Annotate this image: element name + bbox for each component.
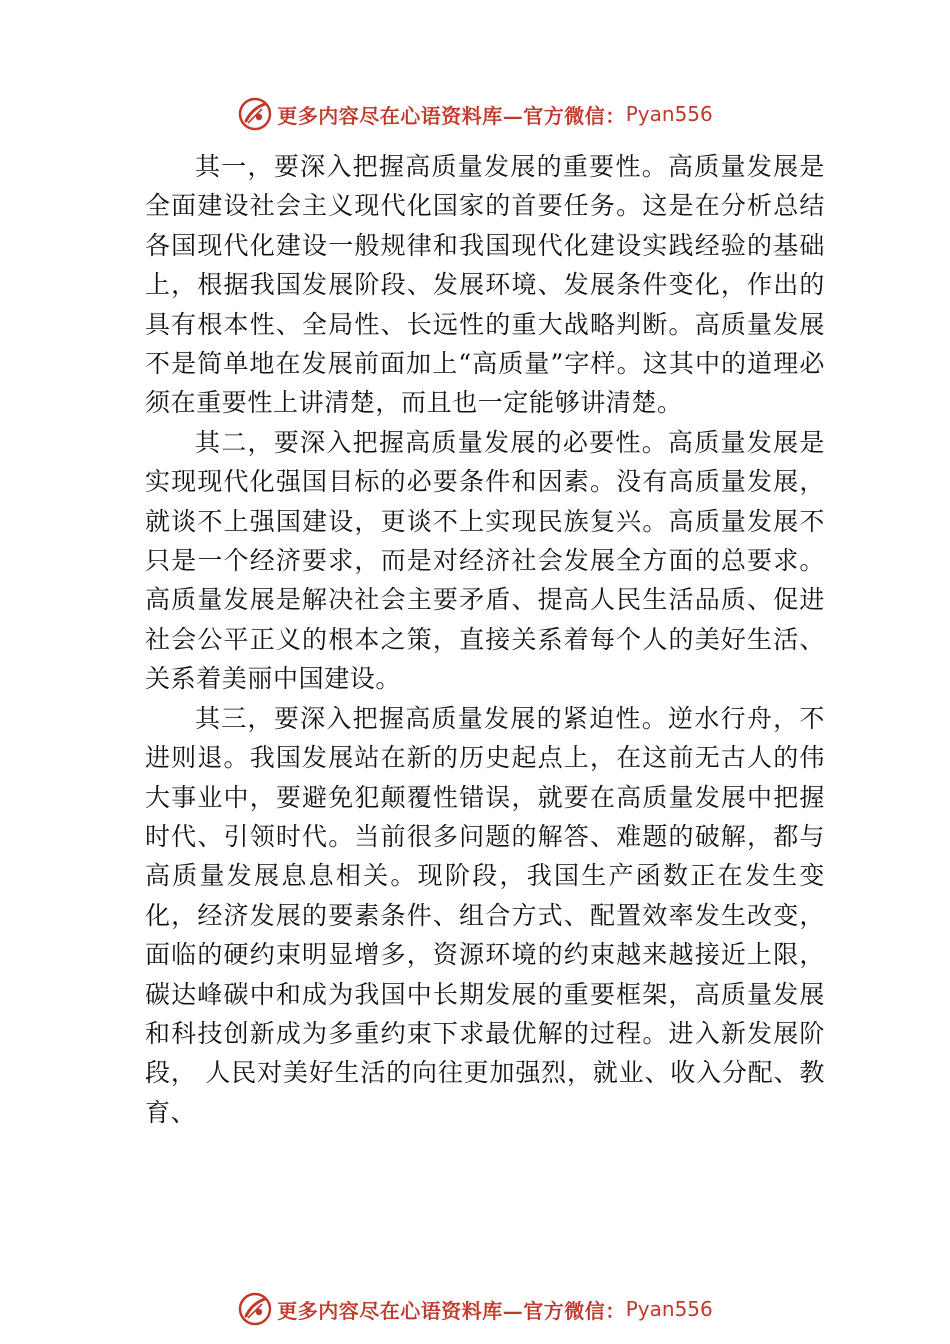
wechat-id: Pyan556 xyxy=(625,1297,713,1321)
paragraph-2: 其二，要深入把握高质量发展的必要性。高质量发展是实现现代化强国目标的必要条件和因素。没有高质量发展， 就谈不上强国建设，更谈不上实现民族复兴。高质量发展不只是一个经济要求，而是对经济社会发展全方面的总要求。 高质量发展是解决社会主要矛盾、提高人民生活品质、促进社会公平正义的根本之策，直接关系着每个人的美好生活、 关系着美丽中国建设。 xyxy=(145,427,825,694)
header-banner xyxy=(0,94,950,134)
brand-text: 更多内容尽在心语资料库—官方微信： xyxy=(277,103,626,128)
footer-banner xyxy=(0,1289,950,1329)
wechat-id: Pyan556 xyxy=(625,102,713,126)
paragraph-1: 其一，要深入把握高质量发展的重要性。高质量发展是全面建设社会主义现代化国家的首要任务。这是在分析总结各国现代化建设一般规律和我国现代化建设实践经验的基础上，根据我国发展阶段、发展环境、发展条件变化，作出的具有根本性、全局性、长远性的重大战略判断。高质量发展不是简单地在发展前面加上“高质量”字样。这其中的道理必须在重要性上讲清楚，而且也一定能够讲清楚。 xyxy=(145,152,825,418)
document-body xyxy=(145,147,825,1132)
brand-text: 更多内容尽在心语资料库—官方微信： xyxy=(277,1298,626,1323)
red-stamp-logo-icon xyxy=(237,1291,273,1327)
paragraph-3: 其三，要深入把握高质量发展的紧迫性。逆水行舟，不进则退。我国发展站在新的历史起点上，在这前无古人的伟大事业中，要避免犯颠覆性错误，就要在高质量发展中把握时代、引领时代。当前很多问题的解答、难题的破解，都与高质量发展息息相关。现阶段，我国生产函数正在发生变化，经济发展的要素条件、组合方式、配置效率发生改变，面临的硬约束明显增多，资源环境的约束越来越接近上限，碳达峰碳中和成为我国中长期发展的重要框架，高质量发展和科技创新成为多重约束下求最优解的过程。进入新发展阶段， 人民对美好生活的向往更加强烈，就业、收入分配、教育、 xyxy=(145,703,825,1127)
red-stamp-logo-icon xyxy=(237,96,273,132)
